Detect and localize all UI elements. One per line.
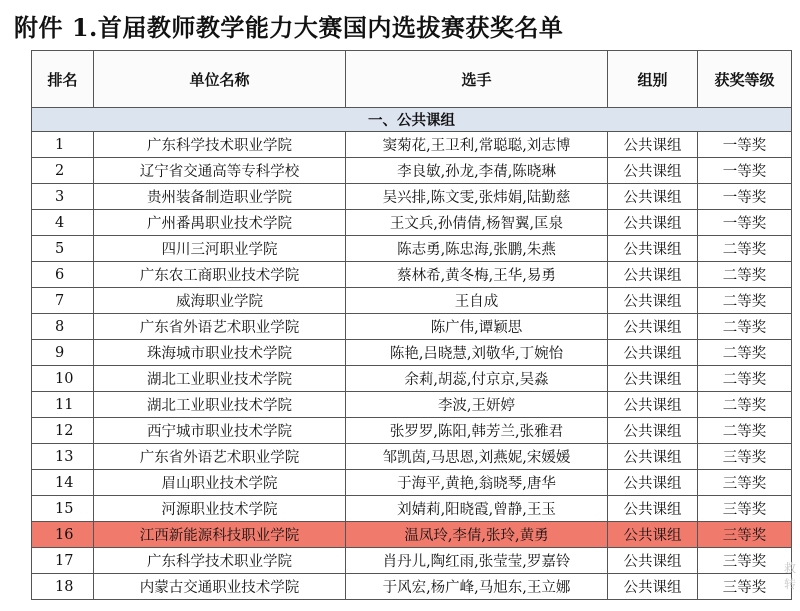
- unit-cell: 珠海城市职业技术学院: [94, 340, 346, 366]
- rank-cell: 17: [32, 548, 94, 574]
- unit-cell: 湖北工业职业技术学院: [94, 366, 346, 392]
- players-cell: 吴兴排,陈文雯,张炜娟,陆勤慈: [346, 184, 608, 210]
- award-cell: 三等奖: [698, 470, 792, 496]
- award-cell: 二等奖: [698, 418, 792, 444]
- unit-cell: 广东省外语艺术职业学院: [94, 314, 346, 340]
- group-cell: 公共课组: [608, 392, 698, 418]
- rank-cell: 10: [32, 366, 94, 392]
- unit-cell: 辽宁省交通高等专科学校: [94, 158, 346, 184]
- players-cell: 李良敏,孙龙,李蒨,陈晓琳: [346, 158, 608, 184]
- unit-cell: 广东省外语艺术职业学院: [94, 444, 346, 470]
- rank-cell: 9: [32, 340, 94, 366]
- group-cell: 公共课组: [608, 340, 698, 366]
- unit-cell: 广东科学技术职业学院: [94, 132, 346, 158]
- unit-cell: 湖北工业职业技术学院: [94, 392, 346, 418]
- group-cell: 公共课组: [608, 288, 698, 314]
- header-group: 组别: [608, 51, 698, 108]
- players-cell: 王文兵,孙倩倩,杨智翼,匡泉: [346, 210, 608, 236]
- award-cell: 一等奖: [698, 158, 792, 184]
- players-cell: 陈志勇,陈忠海,张鹏,朱燕: [346, 236, 608, 262]
- rank-cell: 7: [32, 288, 94, 314]
- group-cell: 公共课组: [608, 548, 698, 574]
- award-cell: 一等奖: [698, 132, 792, 158]
- table-row: [32, 418, 792, 444]
- table-row: [32, 132, 792, 158]
- award-cell: 二等奖: [698, 236, 792, 262]
- table-row: [32, 548, 792, 574]
- header-unit: 单位名称: [94, 51, 346, 108]
- players-cell: 刘婧莉,阳晓霞,曾静,王玉: [346, 496, 608, 522]
- award-cell: 一等奖: [698, 184, 792, 210]
- rank-cell: 2: [32, 158, 94, 184]
- award-cell: 一等奖: [698, 210, 792, 236]
- group-cell: 公共课组: [608, 262, 698, 288]
- players-cell: 温凤玲,李倩,张玲,黄勇: [346, 522, 608, 548]
- unit-cell: 贵州装备制造职业学院: [94, 184, 346, 210]
- award-cell: 三等奖: [698, 496, 792, 522]
- watermark: 救 转: [783, 561, 796, 591]
- group-cell: 公共课组: [608, 366, 698, 392]
- group-cell: 公共课组: [608, 132, 698, 158]
- award-cell: 二等奖: [698, 340, 792, 366]
- group-cell: 公共课组: [608, 158, 698, 184]
- header-rank: 排名: [32, 51, 94, 108]
- unit-cell: 威海职业学院: [94, 288, 346, 314]
- document-title: 附件 1.首届教师教学能力大赛国内选拔赛获奖名单: [14, 13, 564, 42]
- table-row: [32, 444, 792, 470]
- rank-cell: 16: [32, 522, 94, 548]
- table-row: [32, 340, 792, 366]
- award-cell: 三等奖: [698, 444, 792, 470]
- players-cell: 张罗罗,陈阳,韩芳兰,张雅君: [346, 418, 608, 444]
- rank-cell: 4: [32, 210, 94, 236]
- table-row: [32, 184, 792, 210]
- table-row: [32, 210, 792, 236]
- group-cell: 公共课组: [608, 314, 698, 340]
- table-row: [32, 262, 792, 288]
- unit-cell: 江西新能源科技职业学院: [94, 522, 346, 548]
- header-players: 选手: [346, 51, 608, 108]
- group-cell: 公共课组: [608, 522, 698, 548]
- section-row: [32, 108, 792, 132]
- table-header-row: [32, 51, 792, 108]
- rank-cell: 15: [32, 496, 94, 522]
- unit-cell: 广东科学技术职业学院: [94, 548, 346, 574]
- section-label: 一、公共课组: [32, 108, 792, 132]
- unit-cell: 广州番禺职业技术学院: [94, 210, 346, 236]
- award-cell: 三等奖: [698, 574, 792, 600]
- award-cell: 三等奖: [698, 548, 792, 574]
- table-row: [32, 574, 792, 600]
- header-award: 获奖等级: [698, 51, 792, 108]
- players-cell: 窦菊花,王卫利,常聪聪,刘志博: [346, 132, 608, 158]
- players-cell: 余莉,胡蕊,付京京,吴淼: [346, 366, 608, 392]
- table-row: [32, 288, 792, 314]
- rank-cell: 8: [32, 314, 94, 340]
- award-cell: 三等奖: [698, 522, 792, 548]
- table-row: [32, 314, 792, 340]
- unit-cell: 河源职业技术学院: [94, 496, 346, 522]
- rank-cell: 18: [32, 574, 94, 600]
- unit-cell: 西宁城市职业技术学院: [94, 418, 346, 444]
- players-cell: 李波,王妍婷: [346, 392, 608, 418]
- group-cell: 公共课组: [608, 444, 698, 470]
- unit-cell: 广东农工商职业技术学院: [94, 262, 346, 288]
- group-cell: 公共课组: [608, 496, 698, 522]
- unit-cell: 四川三河职业学院: [94, 236, 346, 262]
- players-cell: 邹凯茵,马思恩,刘燕妮,宋媛媛: [346, 444, 608, 470]
- group-cell: 公共课组: [608, 184, 698, 210]
- table-row: [32, 392, 792, 418]
- group-cell: 公共课组: [608, 418, 698, 444]
- unit-cell: 内蒙古交通职业技术学院: [94, 574, 346, 600]
- award-table-container: [31, 50, 791, 600]
- players-cell: 陈广伟,谭颖思: [346, 314, 608, 340]
- unit-cell: 眉山职业技术学院: [94, 470, 346, 496]
- table-body: [32, 108, 792, 600]
- rank-cell: 14: [32, 470, 94, 496]
- rank-cell: 11: [32, 392, 94, 418]
- award-cell: 二等奖: [698, 314, 792, 340]
- players-cell: 蔡林希,黄冬梅,王华,易勇: [346, 262, 608, 288]
- award-cell: 二等奖: [698, 366, 792, 392]
- rank-cell: 3: [32, 184, 94, 210]
- players-cell: 王自成: [346, 288, 608, 314]
- players-cell: 于海平,黄艳,翁晓琴,唐华: [346, 470, 608, 496]
- table-row: [32, 366, 792, 392]
- table-row: [32, 236, 792, 262]
- group-cell: 公共课组: [608, 236, 698, 262]
- award-cell: 二等奖: [698, 262, 792, 288]
- players-cell: 陈艳,吕晓慧,刘敬华,丁婉怡: [346, 340, 608, 366]
- rank-cell: 1: [32, 132, 94, 158]
- rank-cell: 5: [32, 236, 94, 262]
- group-cell: 公共课组: [608, 210, 698, 236]
- table-row: [32, 496, 792, 522]
- rank-cell: 12: [32, 418, 94, 444]
- group-cell: 公共课组: [608, 470, 698, 496]
- group-cell: 公共课组: [608, 574, 698, 600]
- players-cell: 肖丹儿,陶红雨,张莹莹,罗嘉铃: [346, 548, 608, 574]
- table-row-highlighted: [32, 522, 792, 548]
- rank-cell: 13: [32, 444, 94, 470]
- players-cell: 于风宏,杨广峰,马旭东,王立娜: [346, 574, 608, 600]
- award-cell: 二等奖: [698, 288, 792, 314]
- award-table: [31, 50, 792, 600]
- table-row: [32, 470, 792, 496]
- rank-cell: 6: [32, 262, 94, 288]
- award-cell: 二等奖: [698, 392, 792, 418]
- table-row: [32, 158, 792, 184]
